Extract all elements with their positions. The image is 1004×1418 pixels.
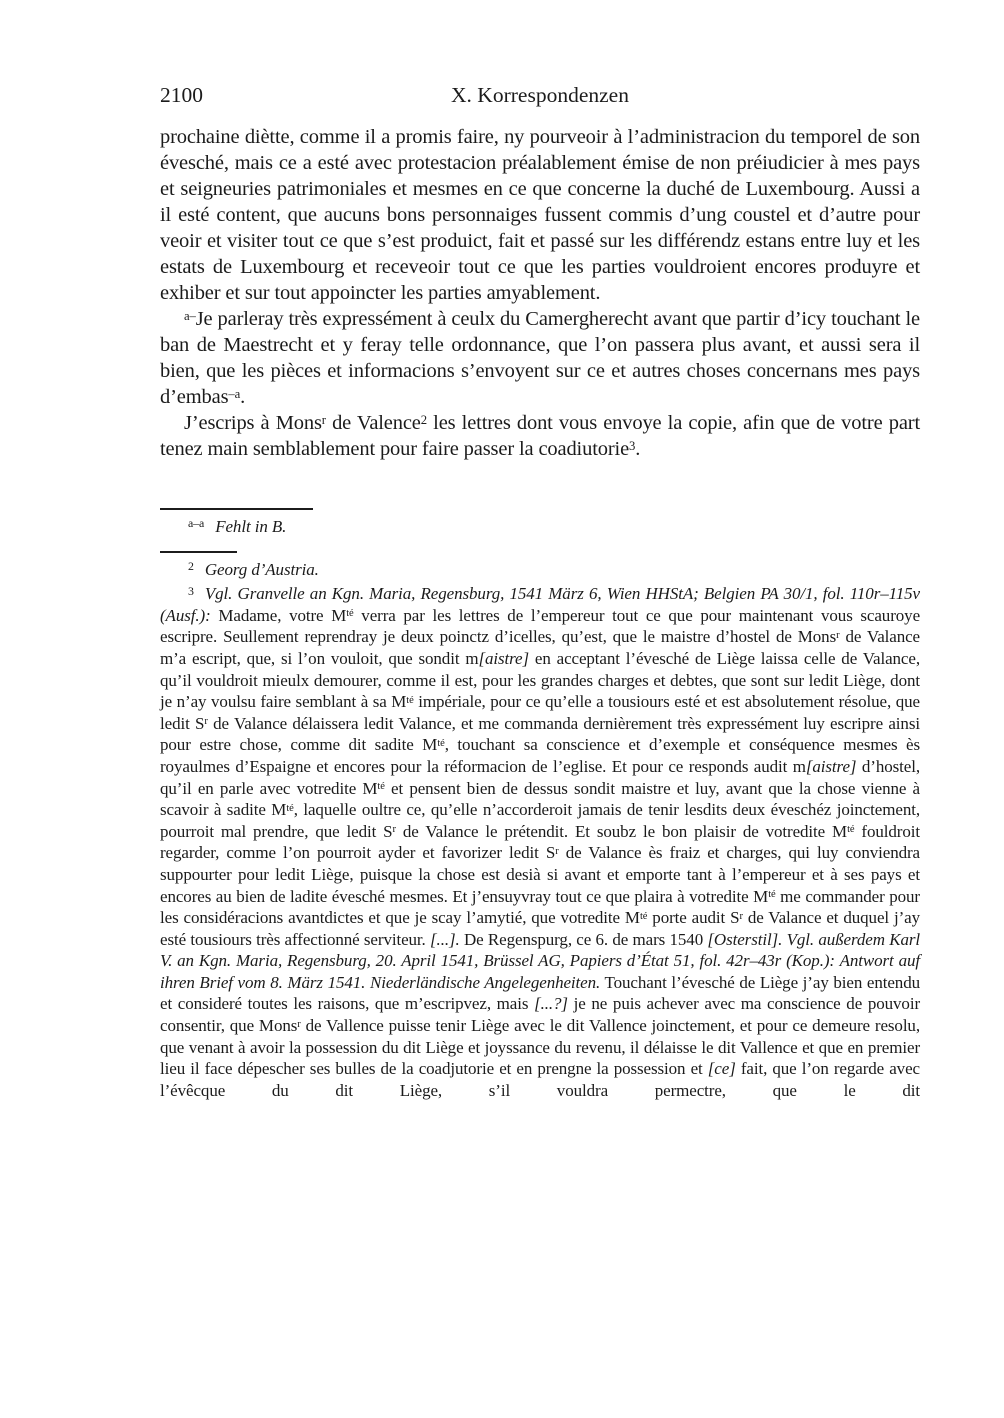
text-run: [...]. (430, 929, 460, 949)
superscript-run: té (377, 781, 385, 793)
footnotes-section (160, 508, 920, 1101)
superscript-run: 2 (420, 412, 427, 427)
superscript-run: r (555, 845, 559, 857)
page-number: 2100 (160, 83, 203, 107)
main-text (160, 124, 920, 462)
text-run: [Osterstil]. Vgl. außerdem Karl V. an Kgn. Maria, Regensburg, 20. April 1541, Brüssel AG, Papiers d’État 51, fol. 42r–43r (Kop.): Antwort auf ihren Brief vom 8. März 1541. Niederländische Angelegenheiten. (160, 929, 920, 992)
superscript-run: té (346, 608, 354, 620)
superscript-run: r (297, 1018, 301, 1030)
text-run: [ce] (707, 1059, 736, 1079)
paragraph-3 (160, 410, 920, 462)
footnote-separator-numeric (160, 551, 237, 553)
text-run: [...?] (534, 994, 568, 1014)
text-run: [aistre] (805, 756, 857, 776)
superscript-run: a– (184, 308, 196, 323)
text-run: impériale, pour ce qu’elle a tousiours esté et est absolutement résolue, que ledit S (160, 692, 920, 733)
text-run: les lettres dont vous envoye la copie, afin que de votre part tenez main semblablement pour faire passer la coadiutorie (160, 412, 920, 460)
text-run: . (240, 386, 246, 408)
superscript-run: té (437, 737, 445, 749)
text-run: verra par les lettres de l’empereur tout ce que pour maintenant vous scauroye escripre. Seullement reprendray je deux poinctz d’icelles, qu’est, que le maistre d’hostel de Mons (160, 605, 921, 647)
text-run: prochaine diètte, comme il a promis faire, ny pourveoir à l’administracion du temporel de son évesché, mais ce a esté avec protestacion préalablement émise de non préiudicier à mes pays et seigneuries patrimoniales et mesmes en ce que concerne la duché de Luxembourg. Aussi a il esté content, que aucuns bons personnaiges fussent commis d’ung coustel et d’autre pour veoir et visiter tout ce que s’est produict, fait et passé sur les différendz estans entre luy et les estats de Luxembourg et receveoir tout ce que les parties vouldroient encores produyre et exhiber et sur tout appoincter les parties amyablement. (160, 126, 920, 304)
text-run: Madame, votre M (210, 605, 347, 625)
text-run: Georg d’Austria. (204, 559, 319, 579)
superscript-run: té (406, 694, 414, 706)
superscript-run: r (739, 910, 743, 922)
text-run: J’escrips à Mons (184, 412, 322, 434)
footnote-variant-a (160, 516, 920, 538)
text-run: fouldroit regarder, comme l’on pourroit ayder et favorizer ledit S (160, 821, 921, 863)
text-block (160, 0, 920, 1101)
superscript-run: r (392, 824, 396, 836)
text-run: Touchant l’évesché de Liège j’ay bien entendu et consideré toutes les raisons, que m’escripvez, mais (160, 972, 921, 1014)
text-run: porte audit S (647, 908, 740, 928)
superscript-run: té (847, 824, 855, 836)
footnote-2 (160, 559, 920, 581)
text-run: Je parleray très expressément à ceulx du Camergherecht avant que partir d’icy touchant le ban de Maestrecht et y feray telle ordonnance, que l’on passera plus avant, et aussi sera il bien, que les pièces et informacions s’envoyent sur ce et autres choses concernans mes pays d’embas (160, 308, 920, 408)
text-run: de Valance délaissera ledit Valance, et me commanda dernièrement très expressément luy escripre ainsi pour estre chose, comme dit sadite M (160, 713, 920, 755)
text-run: de Valance ès fraiz et charges, qui luy conviendra suppourter pour ledit Liège, puisque la chose est desià si avant et emporte tant à l’empereur et à ses pays et encores au bien de ladite évesché mesmes. Et j’ensuyvray tout ce que plaira à votredite M (160, 843, 921, 906)
text-run: d’hostel, qu’il en parle avec votredite M (160, 756, 920, 798)
text-run: me commander pour les considéracions avantdictes et que je scay l’amytié, que votredite M (160, 886, 920, 928)
text-run: de Vallence puisse tenir Liège avec le dit Vallence joinctement, et pour ce demeure resolu, que venant à avoir la possession du dit Liège et joyssance du revenu, il délaisse le dit Vallence et que en premier lieu il face dépescher ses bulles de la coadjutorie et en prengne la possession et (160, 1016, 920, 1079)
text-run: [aistre] (478, 648, 529, 668)
footnote-separator-variants (160, 508, 313, 510)
superscript-run: r (321, 412, 326, 427)
paragraph-1 (160, 124, 920, 306)
superscript-run: té (768, 889, 776, 901)
footnote-marker: a–a (188, 516, 205, 531)
text-run: en acceptant l’évesché de Liège laissa celle de Valance, qu’il vouldroit mieulx demourer, comme il est, pour les grandes charges et debtes, que sont sur ledit Liège, dont je n’ay voulsu faire semblant à sa M (160, 648, 920, 712)
text-run: de Valence (325, 412, 421, 434)
superscript-run: té (286, 802, 294, 814)
running-header (160, 82, 920, 108)
superscript-run: –a (228, 386, 241, 401)
text-run: Vgl. Granvelle an Kgn. Maria, Regensburg, 1541 März 6, Wien HHStA; Belgien PA 30/1, fol. 110r–115v (Ausf.): (160, 584, 920, 625)
text-run: de Valance le prétendit. Et soubz le bon plaisir de votredite M (395, 821, 848, 841)
footnote-3 (160, 583, 920, 1101)
paragraph-2 (160, 306, 920, 410)
text-run: et pensent bien de dessus sondit maistre et luy, avant que la chose vienne à scavoir à sadite M (160, 778, 920, 820)
text-run: fait, que l’on regarde avec l’évêcque du dit Liège, s’il vouldra permectre, que le dit (160, 1059, 920, 1100)
superscript-run: r (836, 629, 840, 641)
text-run: de Valance m’a escript, que, si l’on vouloit, que sondit m (160, 627, 921, 668)
text-run: de Valance et duquel j’ay esté tousiours très affectionné serviteur. (160, 908, 920, 949)
text-run: . (635, 438, 641, 460)
text-run: , laquelle oultre ce, qu’elle n’accorderoit jamais de tenir lesdits deux éveschéz joinctement, pourroit mal prendre, que ledit S (160, 800, 920, 841)
text-run: De Regenspurg, ce 6. de mars 1540 (459, 929, 708, 949)
text-run: je ne puis achever avec ma conscience de pouvoir consentir, que Mons (160, 994, 921, 1036)
text-run: Fehlt in B. (215, 517, 287, 536)
superscript-run: r (204, 716, 208, 728)
running-title: X. Korrespondenzen (451, 83, 629, 107)
superscript-run: 3 (629, 438, 636, 453)
footnote-marker: 3 (188, 583, 194, 598)
footnote-marker: 2 (188, 559, 194, 574)
text-run: , touchant sa conscience et d’exemple et conséquence mesmes ès royaulmes d’Espaigne et encores pour la réformacion de l’eglise. Et pour ce responds audit m (160, 735, 920, 776)
superscript-run: té (639, 910, 648, 922)
